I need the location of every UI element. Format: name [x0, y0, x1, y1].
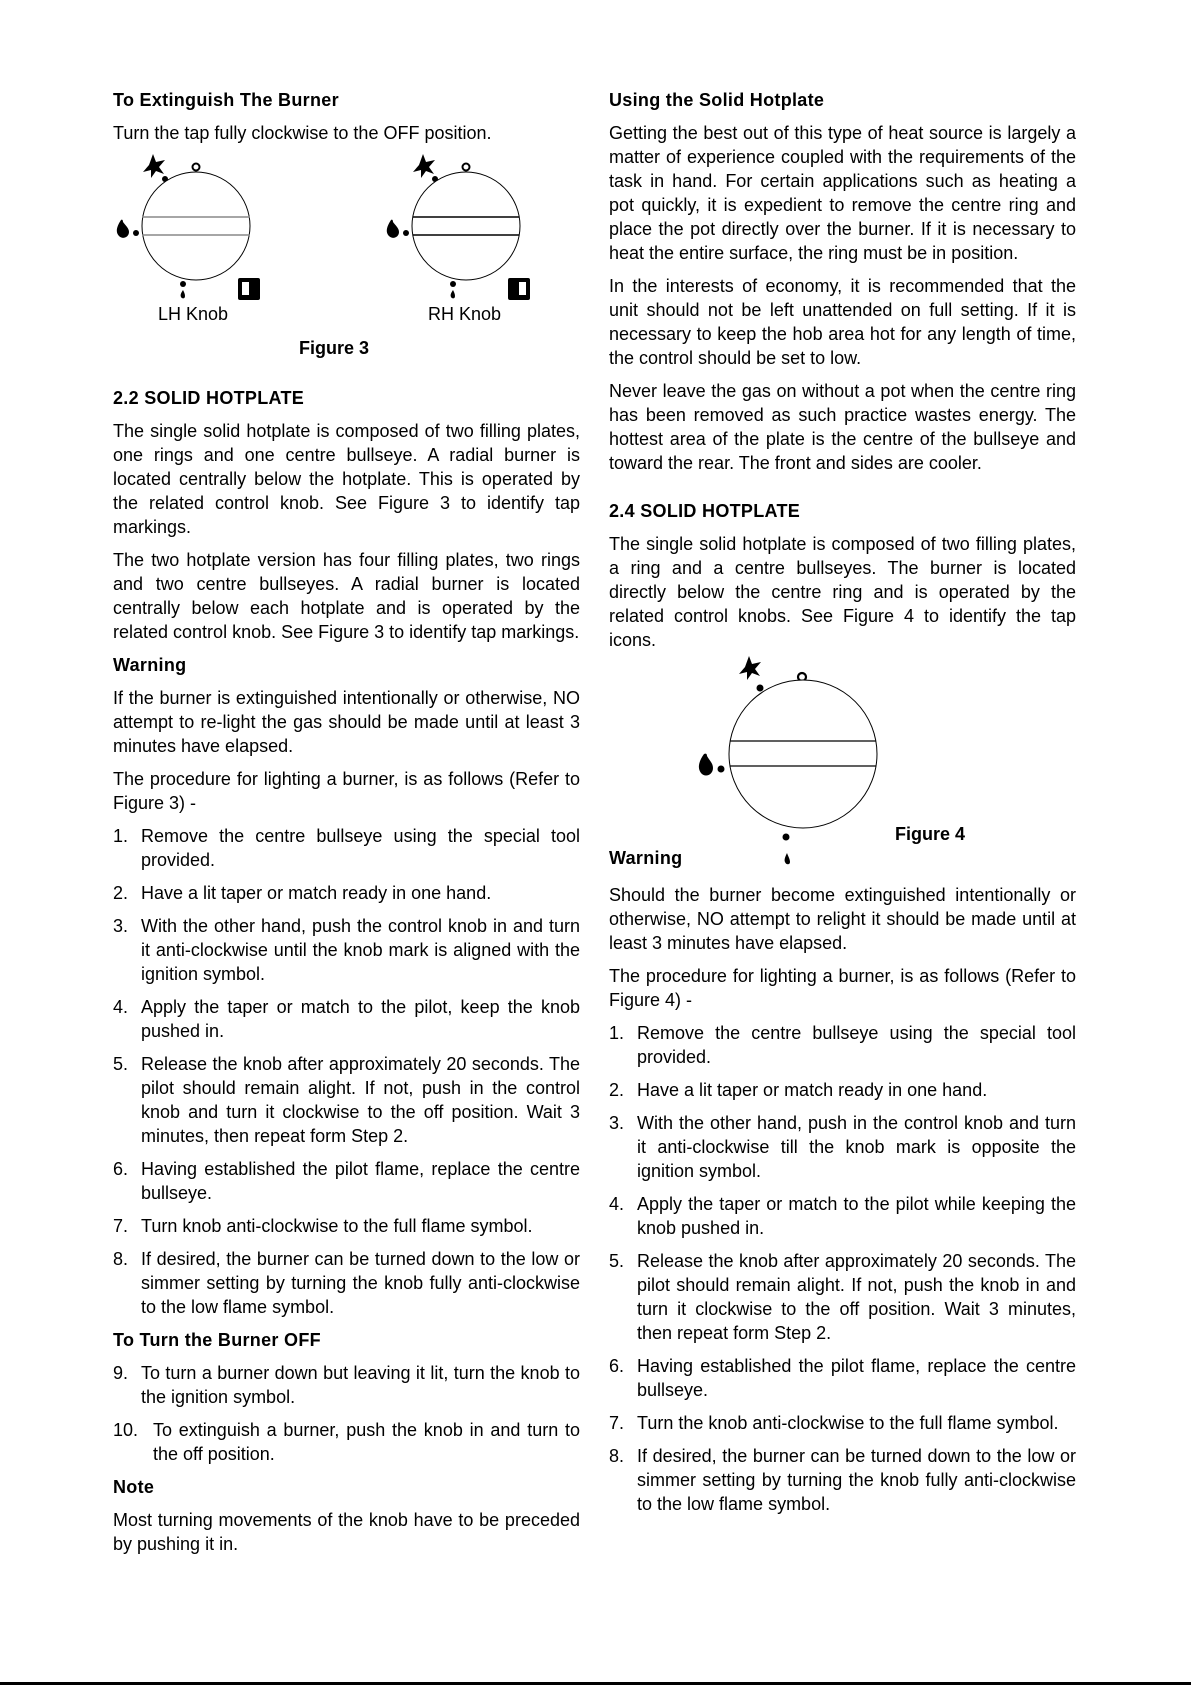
procedure-step: 5. Release the knob after approximately 20 seconds. The pilot should remain alight. If not, push the knob in and turn it clockwise to the off position. Wait 3 minutes, then repeat form Step 2. — [609, 1251, 1076, 1343]
procedure-step: 1. Remove the centre bullseye using the special tool provided. — [609, 1023, 1076, 1067]
procedure-step: 2. Have a lit taper or match ready in one hand. — [113, 883, 492, 903]
procedure-step: 5. Release the knob after approximately 20 seconds. The pilot should remain alight. If not, push in the control knob and turn it clockwise to the off position. Wait 3 minutes, then repeat form Step 2. — [113, 1054, 580, 1146]
figure-3-caption: Figure 3 — [299, 338, 370, 358]
procedure-step: 8. If desired, the burner can be turned down to the low or simmer setting by turning the knob fully anti-clockwise to the low flame symbol. — [113, 1249, 580, 1317]
warning-text: Should the burner become extinguished intentionally or otherwise, NO attempt to relight it should be made until at least 3 minutes have elapsed. — [609, 885, 1076, 953]
lh-knob-label: LH Knob — [158, 304, 229, 324]
ignition-star-icon — [143, 154, 168, 182]
procedure-step: 2. Have a lit taper or match ready in one hand. — [609, 1080, 988, 1100]
procedure-step: 6. Having established the pilot flame, replace the centre bullseye. — [113, 1159, 580, 1203]
knob-fig4-icon — [694, 652, 954, 852]
ignition-star-icon — [413, 154, 438, 182]
knob-lh-icon — [113, 152, 283, 302]
extinguish-heading: To Extinguish The Burner — [113, 90, 339, 110]
warning-text: If the burner is extinguished intentionally or otherwise, NO attempt to re-light the gas should be made until at least 3 minutes have elapsed. — [113, 688, 580, 756]
left-column — [113, 88, 580, 1565]
rh-knob-label: RH Knob — [428, 304, 502, 324]
using-paragraph: Never leave the gas on without a pot when the centre ring has been removed as such practice wastes energy. The hottest area of the plate is the centre of the bullseye and toward the rear. The front and sides are cooler. — [609, 381, 1076, 473]
rh-knob-diagram — [383, 152, 553, 332]
extinguish-text: Turn the tap fully clockwise to the OFF position. — [113, 123, 492, 143]
procedure-step: 4. Apply the taper or match to the pilot, keep the knob pushed in. — [113, 997, 580, 1041]
note-text: Most turning movements of the knob have to be preceded by pushing it in. — [113, 1510, 580, 1554]
section-2-2-paragraph: The single solid hotplate is composed of two filling plates, one rings and one centre bullseye. A radial burner is located centrally below the hotplate. This is operated by the related control knob. See Figure 3 to identify tap markings. — [113, 421, 580, 537]
warning-heading: Warning — [113, 655, 187, 675]
low-flame-icon — [783, 834, 790, 841]
knob-rh-icon — [383, 152, 553, 302]
low-flame-icon — [180, 281, 186, 298]
procedure-step: 7. Turn the knob anti-clockwise to the full flame symbol. — [609, 1413, 1059, 1433]
off-circle-icon — [193, 164, 200, 171]
procedure-intro: The procedure for lighting a burner, is as follows (Refer to Figure 3) - — [113, 769, 580, 813]
full-flame-icon — [387, 220, 409, 238]
section-2-4-heading: 2.4 SOLID HOTPLATE — [609, 501, 801, 521]
figure-4 — [609, 652, 1076, 868]
right-column — [609, 88, 1076, 1525]
using-paragraph: In the interests of economy, it is recommended that the unit should not be left unattended on full setting. If it is necessary to keep the hob area hot for any length of time, the control should be set to low. — [609, 276, 1076, 368]
warning-heading: Warning — [609, 848, 683, 868]
using-heading: Using the Solid Hotplate — [609, 90, 825, 110]
procedure-step: 3. With the other hand, push the control knob in and turn it anti-clockwise until the knob mark is aligned with the ignition symbol. — [113, 916, 580, 984]
using-paragraph: Getting the best out of this type of heat source is largely a matter of experience coupled with the requirements of the task in hand. For certain applications such as heating a pot quickly, it is expedient to remove the centre ring and place the pot directly over the burner. If it is necessary to heat the entire surface, the ring must be in position. — [609, 123, 1076, 263]
turn-off-step: 9. To turn a burner down but leaving it lit, turn the knob to the ignition symbol. — [113, 1363, 580, 1407]
lh-knob-diagram — [113, 152, 283, 332]
turn-off-step: 10. To extinguish a burner, push the knob in and turn to the off position. — [113, 1420, 580, 1464]
figure-3 — [113, 152, 580, 382]
knob-position-indicator-right-icon — [508, 278, 530, 300]
full-flame-icon — [699, 754, 725, 776]
procedure-step: 8. If desired, the burner can be turned down to the low or simmer setting by turning the knob fully anti-clockwise to the low flame symbol. — [609, 1446, 1076, 1514]
procedure-intro: The procedure for lighting a burner, is as follows (Refer to Figure 4) - — [609, 966, 1076, 1010]
section-2-2-heading: 2.2 SOLID HOTPLATE — [113, 388, 305, 408]
section-2-2-paragraph: The two hotplate version has four filling plates, two rings and two centre bullseyes. A radial burner is located centrally below each hotplate and is operated by the related control knob. See Figure 3 to identify tap markings. — [113, 550, 580, 642]
note-heading: Note — [113, 1477, 155, 1497]
procedure-step: 4. Apply the taper or match to the pilot while keeping the knob pushed in. — [609, 1194, 1076, 1238]
figure-4-caption: Figure 4 — [895, 824, 966, 844]
full-flame-icon — [117, 220, 139, 238]
ignition-star-icon — [739, 656, 764, 692]
procedure-step: 7. Turn knob anti-clockwise to the full flame symbol. — [113, 1216, 533, 1236]
section-2-4-paragraph: The single solid hotplate is composed of two filling plates, a ring and a centre bullseyes. The burner is located directly below the centre ring and is operated by the related control knobs. See Figure 4 to identify the tap icons. — [609, 534, 1076, 650]
off-circle-icon — [463, 164, 470, 171]
procedure-step: 6. Having established the pilot flame, replace the centre bullseye. — [609, 1356, 1076, 1400]
low-flame-icon — [450, 281, 456, 298]
turn-off-heading: To Turn the Burner OFF — [113, 1330, 321, 1350]
procedure-step: 3. With the other hand, push in the control knob and turn it anti-clockwise till the knob mark is opposite the ignition symbol. — [609, 1113, 1076, 1181]
procedure-step: 1. Remove the centre bullseye using the special tool provided. — [113, 826, 580, 870]
low-flame-drop-icon — [782, 852, 792, 866]
knob-position-indicator-left-icon — [238, 278, 260, 300]
